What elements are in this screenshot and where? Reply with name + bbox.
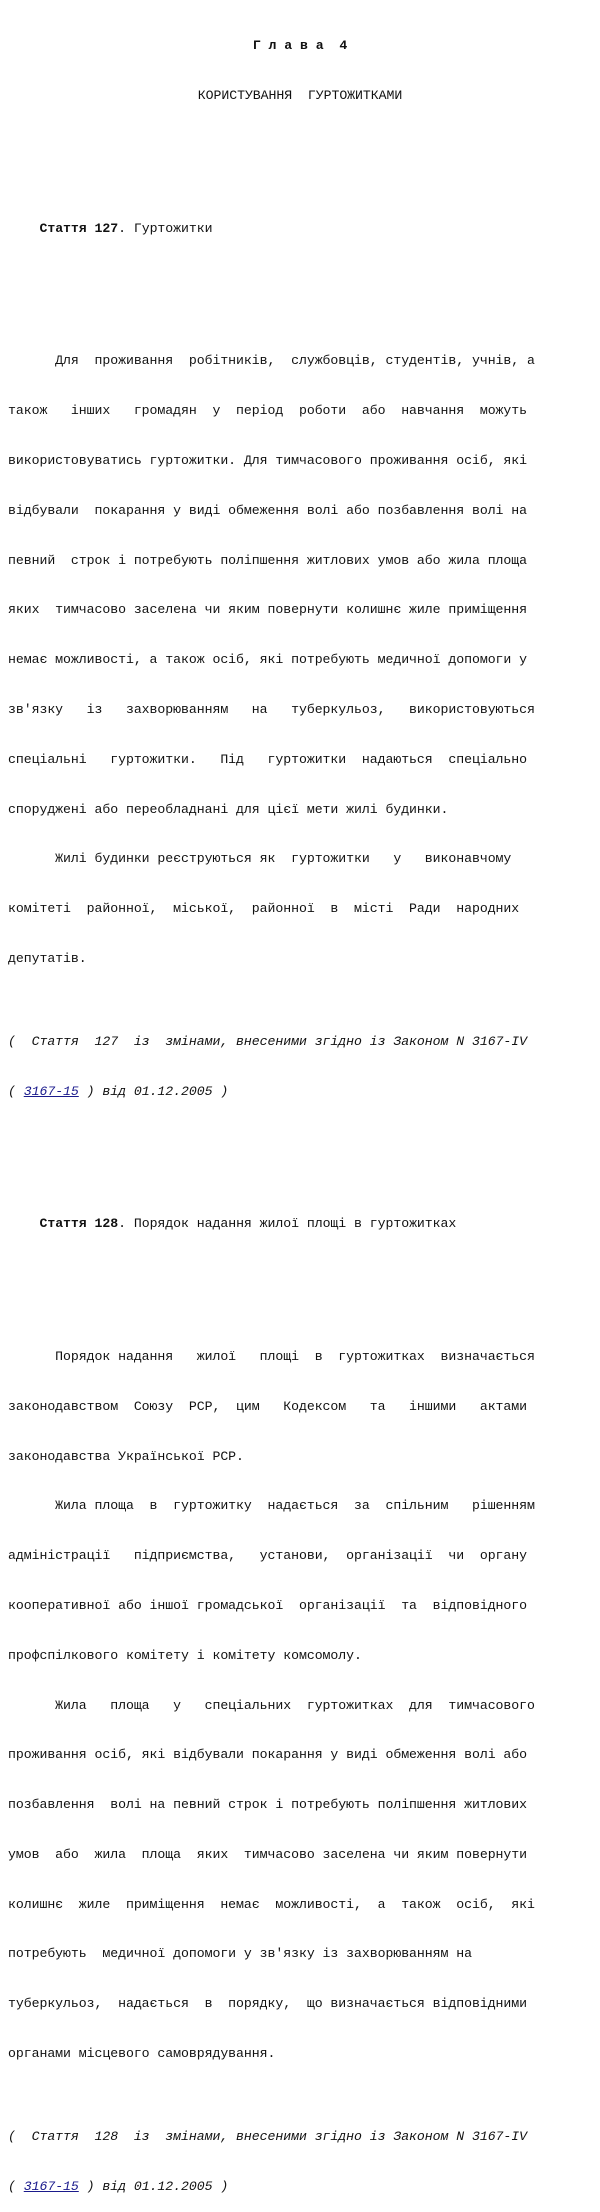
text-line: спеціальні гуртожитки. Під гуртожитки надаються спеціально: [8, 751, 528, 767]
article-128-body: [8, 1316, 592, 2096]
article-127-amendment-ref: ( 3167-15 ) від 01.12.2005 ): [8, 1083, 229, 1099]
text-line: Для проживання робітників, службовців, студентів, учнів, а: [8, 353, 535, 369]
article-127-amendment: ( Стаття 127 із змінами, внесеними згідно із Законом N 3167-IV: [8, 1033, 528, 1049]
text-line: яких тимчасово заселена чи яким повернути колишнє жиле приміщення: [8, 602, 528, 618]
text-line: також інших громадян у період роботи або навчання можуть: [8, 403, 528, 419]
text-line: немає можливості, а також осіб, які потребують медичної допомоги у: [8, 652, 528, 668]
article-127-title: . Гуртожитки: [118, 220, 213, 236]
text-line: органами місцевого самоврядування.: [8, 2046, 276, 2062]
article-127-heading: [8, 221, 592, 238]
text-line: Жилі будинки реєструються як гуртожитки у виконавчому: [8, 851, 512, 867]
text-line: умов або жила площа яких тимчасово заселена чи яким повернути: [8, 1846, 528, 1862]
text-line: депутатів.: [8, 950, 87, 966]
text-line: Жила площа в гуртожитку надається за спільним рішенням: [8, 1498, 535, 1514]
text-line: колишнє жиле приміщення немає можливості, а також осіб, які: [8, 1896, 535, 1912]
text-line: Жила площа у спеціальних гуртожитках для тимчасового: [8, 1697, 535, 1713]
chapter-title: Г л а в а 4: [252, 38, 348, 54]
text-line: адміністрації підприємства, установи, організації чи органу: [8, 1548, 528, 1564]
text-line: профспілкового комітету і комітету комсомолу.: [8, 1647, 362, 1663]
article-128-heading: [8, 1216, 592, 1233]
text-line: комітеті районної, міської, районної в місті Ради народних: [8, 901, 520, 917]
chapter-subtitle: КОРИСТУВАННЯ ГУРТОЖИТКАМИ: [197, 87, 403, 103]
article-128-title: . Порядок надання жилої площі в гуртожитках: [118, 1216, 457, 1232]
article-127-label: Стаття 127: [39, 220, 119, 236]
text-line: позбавлення волі на певний строк і потребують поліпшення житлових: [8, 1797, 528, 1813]
text-line: законодавством Союзу РСР, цим Кодексом та іншими актами: [8, 1398, 528, 1414]
law-link-3167-15[interactable]: 3167-15: [23, 2178, 79, 2194]
article-127-body: [8, 320, 592, 1000]
text-line: кооперативної або іншої громадської організації та відповідного: [8, 1598, 528, 1613]
text-line: використовуватись гуртожитки. Для тимчасового проживання осіб, які: [8, 453, 528, 469]
text-line: зв'язку із захворюванням на туберкульоз, використовуються: [8, 701, 535, 717]
text-line: Порядок надання жилої площі в гуртожитках визначається: [8, 1349, 535, 1365]
article-128-label: Стаття 128: [39, 1216, 119, 1232]
text-line: відбували покарання у виді обмеження волі або позбавлення волі на: [8, 502, 528, 518]
article-128-amendment-ref: ( 3167-15 ) від 01.12.2005 ): [8, 2178, 229, 2194]
law-link-3167-15[interactable]: 3167-15: [23, 1083, 79, 1099]
text-line: туберкульоз, надається в порядку, що визначається відповідними: [8, 1996, 528, 2012]
document: [8, 5, 592, 2212]
text-line: певний строк і потребують поліпшення житлових умов або жила площа: [8, 552, 528, 568]
text-line: споруджені або переобладнані для цієї мети жилі будинки.: [8, 801, 449, 817]
text-line: потребують медичної допомоги у зв'язку із захворюванням на: [8, 1946, 472, 1962]
text-line: законодавства Української РСР.: [8, 1448, 244, 1464]
article-128-amendment: ( Стаття 128 із змінами, внесеними згідно із Законом N 3167-IV: [8, 2129, 528, 2144]
text-line: проживання осіб, які відбували покарання у виді обмеження волі або: [8, 1747, 528, 1763]
